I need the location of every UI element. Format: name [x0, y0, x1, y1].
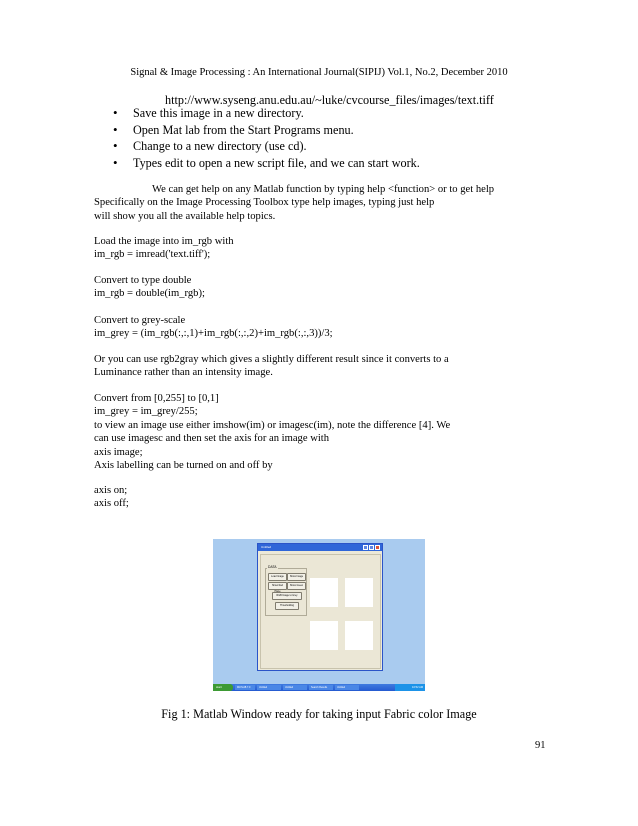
bullet-item: • Types edit to open a new script file, and we can start work. — [112, 155, 420, 172]
text-line: Load the image into im_rgb with — [94, 236, 234, 247]
text-line: We can get help on any Matlab function by typing help <function> or to get help — [152, 184, 495, 195]
code-line: im_grey = (im_rgb(:,:,1)+im_rgb(:,:,2)+im_rgb(:,:,3))/3; — [94, 328, 333, 340]
rgb-to-grey-button[interactable]: RGB Image to Grey — [272, 592, 302, 600]
minimize-icon[interactable] — [363, 545, 368, 550]
convert-double-block — [94, 274, 205, 301]
text-line: Luminance rather than an intensity image. — [94, 367, 273, 379]
window-titlebar — [258, 544, 382, 551]
close-icon[interactable] — [375, 545, 380, 550]
code-line: axis off; — [94, 498, 129, 510]
journal-header: Signal & Image Processing : An International Journal(SIPIJ) Vol.1, No.2, December 2010 — [130, 67, 508, 78]
start-button[interactable]: start — [213, 684, 233, 691]
image-axes-4 — [345, 621, 373, 650]
bullet-item: • Change to a new directory (use cd). — [112, 138, 420, 155]
taskbar-item[interactable]: Search Results — [309, 685, 333, 690]
text-line: Or you can use rgb2gray which gives a slightly different result since it converts to a — [94, 354, 449, 365]
load-block — [94, 235, 234, 262]
system-tray-clock: 10:52 AM — [395, 684, 425, 691]
load-image-button[interactable]: Load Image — [268, 573, 287, 581]
page-number: 91 — [535, 740, 546, 751]
instruction-list — [112, 105, 420, 171]
text-line: Axis labelling can be turned on and off by — [94, 460, 273, 472]
rgb2gray-block — [94, 353, 449, 380]
show-red-plane-button[interactable]: Show Red — [268, 582, 287, 590]
panel-label: DATA — [268, 565, 277, 569]
code-line: im_grey = im_grey/255; — [94, 406, 198, 418]
window-title: Untitled — [261, 545, 272, 549]
image-axes-1 — [310, 578, 338, 607]
code-line: im_rgb = double(im_rgb); — [94, 288, 205, 300]
axis-commands-block — [94, 484, 129, 511]
matlab-screenshot-figure — [213, 539, 425, 691]
figure-caption: Fig 1: Matlab Window ready for taking input Fabric color Image — [161, 707, 477, 721]
convert-grey-block — [94, 314, 333, 341]
text-line: Convert to grey-scale — [94, 315, 186, 326]
code-line: axis image; — [94, 446, 143, 458]
taskbar-item[interactable]: Untitled — [257, 685, 281, 690]
intro-paragraph — [94, 183, 494, 223]
code-line: im_rgb = imread('text.tiff'); — [94, 249, 211, 261]
text-line: will show you all the available help topics. — [94, 210, 276, 222]
gui-window — [257, 543, 383, 671]
image-axes-3 — [310, 621, 338, 650]
data-panel — [265, 565, 307, 616]
text-line: to view an image use either imshow(im) or imagesc(im), note the difference [4]. We — [94, 419, 451, 431]
show-image-button[interactable]: Show Image — [287, 573, 306, 581]
text-line: can use imagesc and then set the axis for an image with — [94, 433, 330, 445]
windows-taskbar — [213, 684, 425, 691]
window-controls — [363, 545, 380, 550]
image-url: http://www.syseng.anu.edu.au/~luke/cvcourse_files/images/text.tiff — [165, 93, 494, 107]
convert-range-block — [94, 392, 450, 472]
text-line: Convert to type double — [94, 275, 192, 286]
show-green-button[interactable]: Show Green — [287, 582, 306, 590]
text-line: Convert from [0,255] to [0,1] — [94, 393, 219, 404]
code-line: axis on; — [94, 485, 128, 496]
bullet-item: • Open Mat lab from the Start Programs menu. — [112, 122, 420, 139]
thresholding-button[interactable]: Thresholding — [275, 602, 299, 610]
taskbar-item[interactable]: Untitled — [283, 685, 307, 690]
bullet-item: • Save this image in a new directory. — [112, 105, 420, 122]
window-content — [260, 554, 381, 669]
image-axes-2 — [345, 578, 373, 607]
taskbar-item[interactable]: MATLAB 7.0 — [235, 685, 255, 690]
taskbar-item[interactable]: Untitled — [335, 685, 359, 690]
maximize-icon[interactable] — [369, 545, 374, 550]
text-line: Specifically on the Image Processing Toolbox type help images, typing just help — [94, 197, 435, 209]
